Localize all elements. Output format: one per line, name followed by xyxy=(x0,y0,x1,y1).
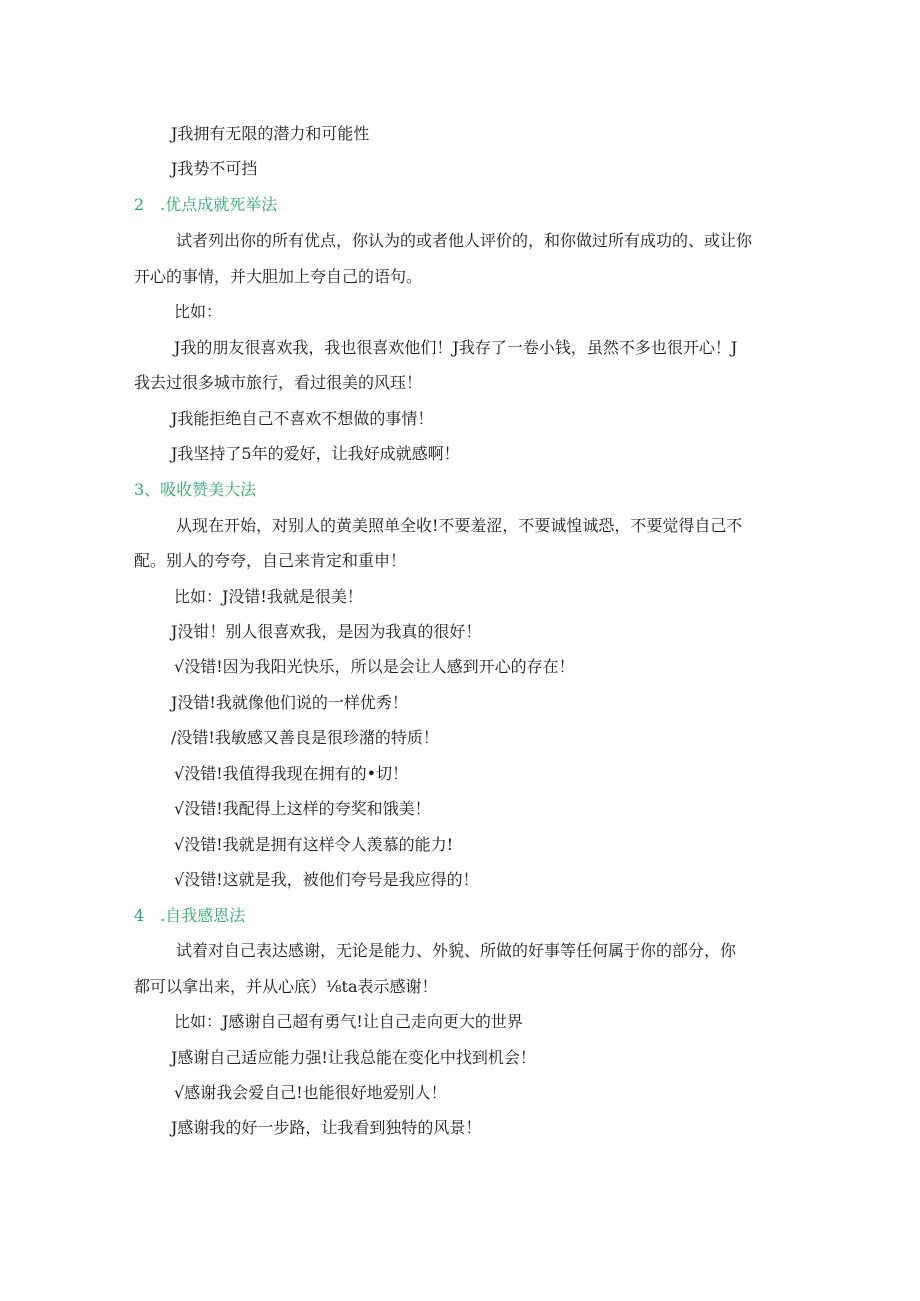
affirmation-line: J没钳！别人很喜欢我，是因为我真的很好！ xyxy=(171,622,482,641)
affirmation-line: ∕没错!我敏感又善良是很珍潴的特质！ xyxy=(171,728,439,747)
affirmation-line: √没错!我值得我现在拥有的•切！ xyxy=(174,764,409,783)
example-label: 比如： xyxy=(174,302,223,321)
affirmation-line: √没错!这就是我，被他们夸号是我应得的！ xyxy=(174,870,479,889)
affirmation-line: J没错!我就像他们说的一样优秀！ xyxy=(171,693,408,712)
affirmation-line: J我能拒绝自己不喜欢不想做的事情！ xyxy=(171,409,434,428)
section-heading-2: 2 .优点成就死举法 xyxy=(134,195,278,214)
affirmation-line: J我拥有无限的潜力和可能性 xyxy=(171,124,370,143)
section-heading-4: 4 .自我感恩法 xyxy=(134,906,246,925)
affirmation-line: J感谢自己适应能力强!让我总能在变化中找到机会！ xyxy=(171,1048,536,1067)
paragraph-line: 开心的事情，并大胆加上夸自己的语句。 xyxy=(134,267,423,286)
affirmation-line: 我去过很多城市旅行，看过很美的风珏！ xyxy=(134,373,423,392)
paragraph-line: 试者列出你的所有优点，你认为的或者他人评价的，和你做过所有成功的、或让你 xyxy=(176,231,753,250)
affirmation-line: J我势不可挡 xyxy=(171,159,258,178)
affirmation-line: √没错!我就是拥有这样令人羡慕的能力! xyxy=(174,835,454,854)
affirmation-line: 比如：J没错!我就是很美！ xyxy=(174,587,363,606)
affirmation-line: J我坚持了5年的爱好，让我好成就感啊！ xyxy=(171,444,460,463)
affirmation-line: J感谢我的好一步路，让我看到独特的风景！ xyxy=(171,1118,482,1137)
affirmation-line: √没错!我配得上这样的夸奖和饿美！ xyxy=(174,799,431,818)
paragraph-line: 试着对自己表达感谢，无论是能力、外貌、所做的好事等任何属于你的部分，你 xyxy=(176,941,737,960)
affirmation-line: √感谢我会爱自己!也能很好地爱别人！ xyxy=(174,1083,447,1102)
affirmation-line: 比如：J感谢自己超有勇气!让自己走向更大的世界 xyxy=(174,1012,523,1031)
paragraph-line: 配。别人的夸夸，自己来肯定和重申！ xyxy=(134,551,407,570)
paragraph-line: 都可以拿出来，并从心底）⅛ta表示感谢！ xyxy=(134,977,438,996)
affirmation-line: J我的朋友很喜欢我，我也很喜欢他们！J我存了一卷小钱，虽然不多也很开心！J xyxy=(174,338,738,357)
affirmation-line: √没错!因为我阳光快乐，所以是会让人感到开心的存在！ xyxy=(174,657,575,676)
section-heading-3: 3、吸收赞美大法 xyxy=(134,480,257,499)
paragraph-line: 从现在开始，对别人的黄美照单全收!不要羞涩，不要诚惶诚恐，不要觉得自己不 xyxy=(176,516,743,535)
